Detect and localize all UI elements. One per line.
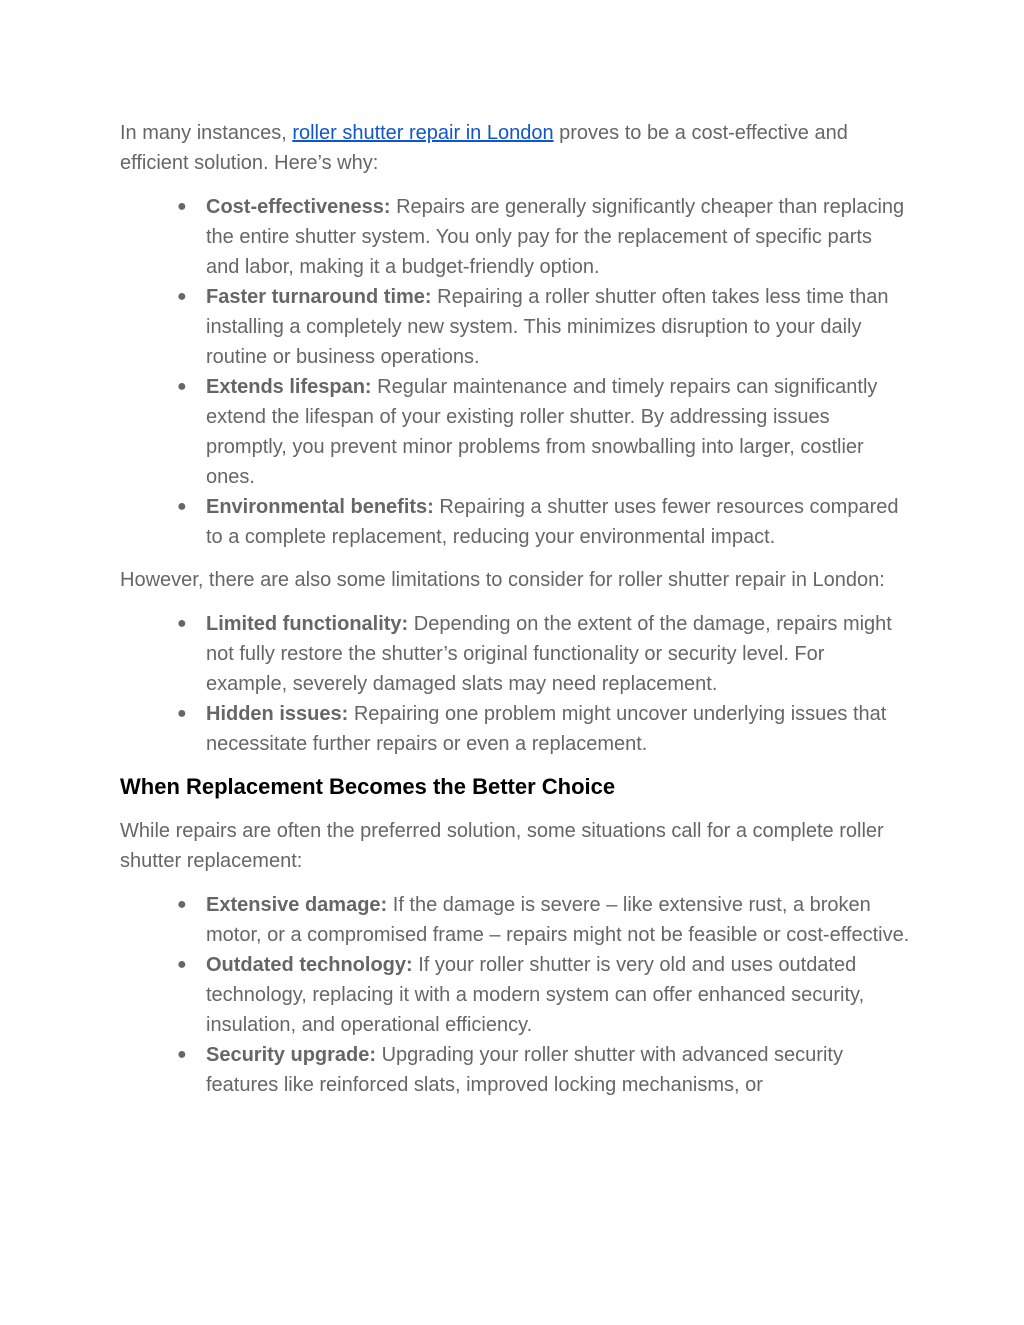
- list-item-term: Security upgrade:: [206, 1044, 377, 1066]
- list-item: [120, 192, 910, 282]
- list-item-text: Upgrading your roller shutter with advanced security features like reinforced slats, improved locking mechanisms, or: [206, 1044, 843, 1096]
- intro-paragraph: [120, 118, 910, 178]
- list-item: [120, 890, 910, 950]
- list-item: [120, 492, 910, 552]
- bullet-icon: ●: [177, 288, 187, 305]
- list-item-text: Repairs are generally significantly cheaper than replacing the entire shutter system. You only pay for the replacement of specific parts and labor, making it a budget-friendly option.: [206, 196, 905, 278]
- list-item-text: Regular maintenance and timely repairs can significantly extend the lifespan of your existing roller shutter. By addressing issues promptly, you prevent minor problems from snowballing into larger, costlier ones.: [206, 376, 878, 488]
- list-item-term: Extensive damage:: [206, 894, 388, 916]
- benefits-list: [120, 192, 910, 552]
- document-page: [120, 118, 910, 1100]
- list-item: [120, 1040, 910, 1100]
- list-item: [120, 282, 910, 372]
- bullet-icon: ●: [177, 956, 187, 973]
- list-item-term: Extends lifespan:: [206, 376, 372, 398]
- list-item: [120, 699, 910, 759]
- list-item-text: Depending on the extent of the damage, repairs might not fully restore the shutter’s original functionality or security level. For example, severely damaged slats may need replacement.: [206, 613, 892, 695]
- bullet-icon: ●: [177, 615, 187, 632]
- list-item-text: Repairing a roller shutter often takes less time than installing a completely new system. This minimizes disruption to your daily routine or business operations.: [206, 286, 889, 368]
- bullet-icon: ●: [177, 1046, 187, 1063]
- bullet-icon: ●: [177, 896, 187, 913]
- intro-text-after: proves to be a cost-effective and efficient solution. Here’s why:: [120, 122, 848, 174]
- list-item-text: Repairing one problem might uncover underlying issues that necessitate further repairs or even a replacement.: [206, 703, 887, 755]
- list-item-term: Cost-effectiveness:: [206, 196, 391, 218]
- bullet-icon: ●: [177, 498, 187, 515]
- roller-shutter-repair-link[interactable]: roller shutter repair in London: [292, 122, 554, 144]
- list-item-text: If the damage is severe – like extensive rust, a broken motor, or a compromised frame – repairs might not be feasible or cost-effective.: [206, 894, 910, 946]
- bullet-icon: ●: [177, 705, 187, 722]
- list-item: [120, 950, 910, 1040]
- intro-text-before: In many instances,: [120, 122, 293, 144]
- bullet-icon: ●: [177, 198, 187, 215]
- list-item-term: Limited functionality:: [206, 613, 409, 635]
- list-item-term: Hidden issues:: [206, 703, 349, 725]
- limitations-list: [120, 609, 910, 759]
- replacement-intro-paragraph: While repairs are often the preferred solution, some situations call for a complete roller shutter replacement:: [120, 820, 884, 872]
- list-item-text: Repairing a shutter uses fewer resources compared to a complete replacement, reducing your environmental impact.: [206, 496, 899, 548]
- list-item: [120, 372, 910, 492]
- list-item-term: Environmental benefits:: [206, 496, 434, 518]
- list-item-text: If your roller shutter is very old and uses outdated technology, replacing it with a modern system can offer enhanced security, insulation, and operational efficiency.: [206, 954, 865, 1036]
- limitations-intro-paragraph: However, there are also some limitations to consider for roller shutter repair in London:: [120, 569, 885, 591]
- list-item: [120, 609, 910, 699]
- bullet-icon: ●: [177, 378, 187, 395]
- list-item-term: Outdated technology:: [206, 954, 413, 976]
- replacement-list: [120, 890, 910, 1100]
- section-heading: When Replacement Becomes the Better Choice: [120, 774, 616, 799]
- list-item-term: Faster turnaround time:: [206, 286, 432, 308]
